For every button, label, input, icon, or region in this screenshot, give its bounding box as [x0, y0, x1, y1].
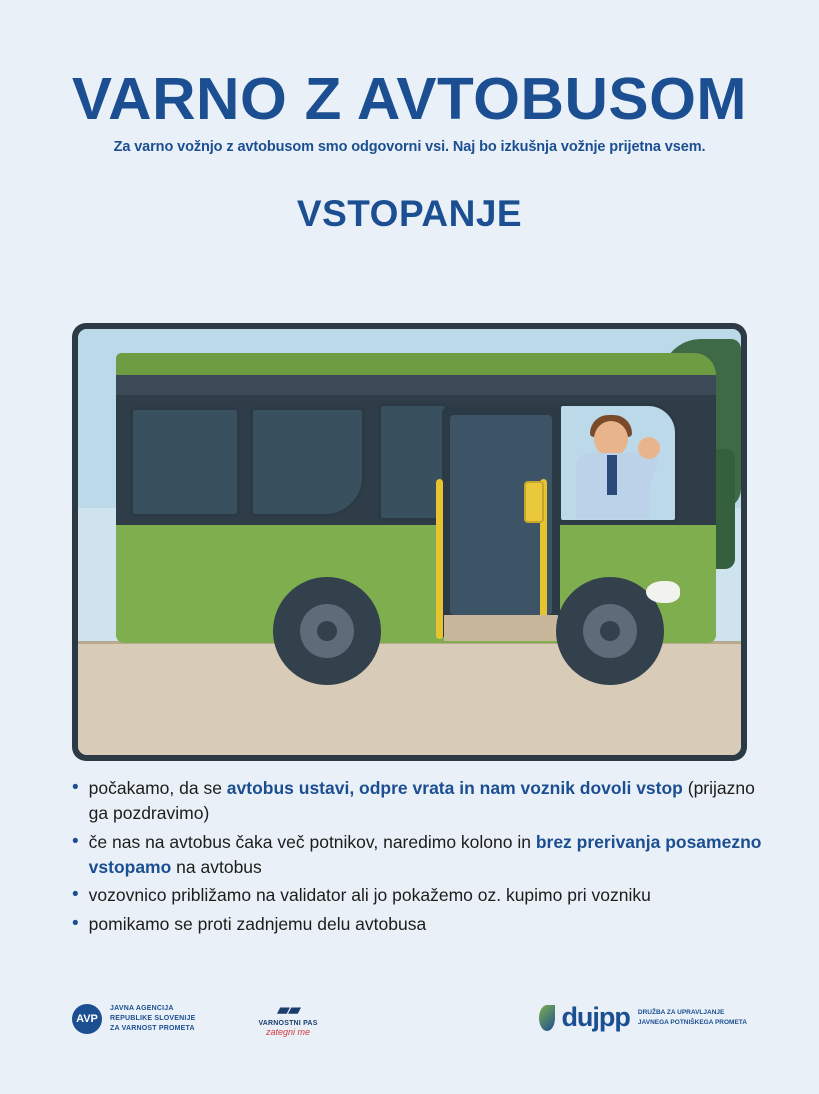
avp-mark: AVP [72, 1004, 102, 1034]
footer-logos [0, 998, 819, 1058]
page-title: VARNO Z AVTOBUSOM [71, 66, 748, 132]
belt-icon: ▰▰ [276, 1000, 300, 1019]
pas-line-1: VARNOSTNI PAS [258, 1020, 318, 1027]
plain-text: vozovnico približamo na validator ali jo pokažemo oz. kupimo pri vozniku [88, 885, 651, 906]
bus-window [130, 407, 240, 517]
list-item [72, 776, 762, 826]
dujpp-line: JAVNEGA POTNIŠKEGA PROMETA [637, 1018, 747, 1026]
illustration-frame [72, 323, 747, 761]
bullet-dot-icon: • [72, 777, 79, 798]
dujpp-line: DRUŽBA ZA UPRAVLJANJE [637, 1008, 725, 1016]
validator-icon [524, 481, 544, 523]
swoosh-icon [539, 1005, 555, 1031]
page-subtitle: Za varno vožnjo z avtobusom smo odgovorni vsi. Naj bo izkušnja vožnje prijetna vsem. [113, 139, 706, 155]
bus-door-step [444, 615, 558, 641]
list-item-text [89, 912, 762, 937]
bus-upper-band [116, 375, 716, 395]
plain-text: počakamo, da se [88, 778, 227, 798]
list-item-text [89, 883, 762, 908]
bus-wheel-center [600, 621, 620, 641]
driver-waving-hand [638, 437, 660, 459]
bus-boarding-illustration [78, 329, 741, 755]
poster-page [0, 66, 819, 1094]
bullet-dot-icon: • [72, 913, 79, 935]
section-title: VSTOPANJE [296, 193, 523, 234]
dujpp-text [638, 1008, 747, 1028]
driver-tie [607, 455, 617, 495]
avp-line: JAVNA AGENCIJA [110, 1005, 174, 1012]
plain-text: na avtobus [171, 856, 262, 877]
list-item [72, 830, 762, 880]
handrail [436, 479, 443, 639]
rules-list [72, 776, 762, 941]
emphasis-text: avtobus ustavi, odpre vrata in nam voznik dovoli vstop [226, 778, 683, 798]
emphasis-text: brez prerivanja posamezno vstopamo [88, 831, 762, 877]
list-item-text [89, 830, 762, 880]
list-item [72, 912, 762, 937]
avp-text [110, 1004, 195, 1034]
driver-head [594, 421, 628, 457]
logo-avp [72, 1004, 195, 1034]
bullet-dot-icon: • [72, 884, 79, 906]
dujpp-mark: dujpp [561, 1002, 630, 1032]
plain-text: če nas na avtobus čaka več potnikov, naredimo kolono in [88, 831, 536, 852]
plain-text: (prijazno ga pozdravimo) [88, 778, 755, 823]
pas-line-2: zategni me [265, 1027, 311, 1037]
bus-headlight [646, 581, 680, 603]
list-item [72, 883, 762, 908]
logo-dujpp [539, 1002, 747, 1033]
avp-line: ZA VARNOST PROMETA [110, 1025, 195, 1033]
bus-wheel-center [317, 621, 337, 641]
bus-window [250, 407, 365, 517]
list-item-text [89, 776, 762, 826]
bus-roof [116, 353, 716, 375]
avp-line: REPUBLIKE SLOVENIJE [110, 1015, 196, 1023]
logo-varnostni-pas [248, 1000, 328, 1037]
bullet-dot-icon: • [72, 830, 79, 852]
plain-text: pomikamo se proti zadnjemu delu avtobusa [88, 914, 427, 935]
